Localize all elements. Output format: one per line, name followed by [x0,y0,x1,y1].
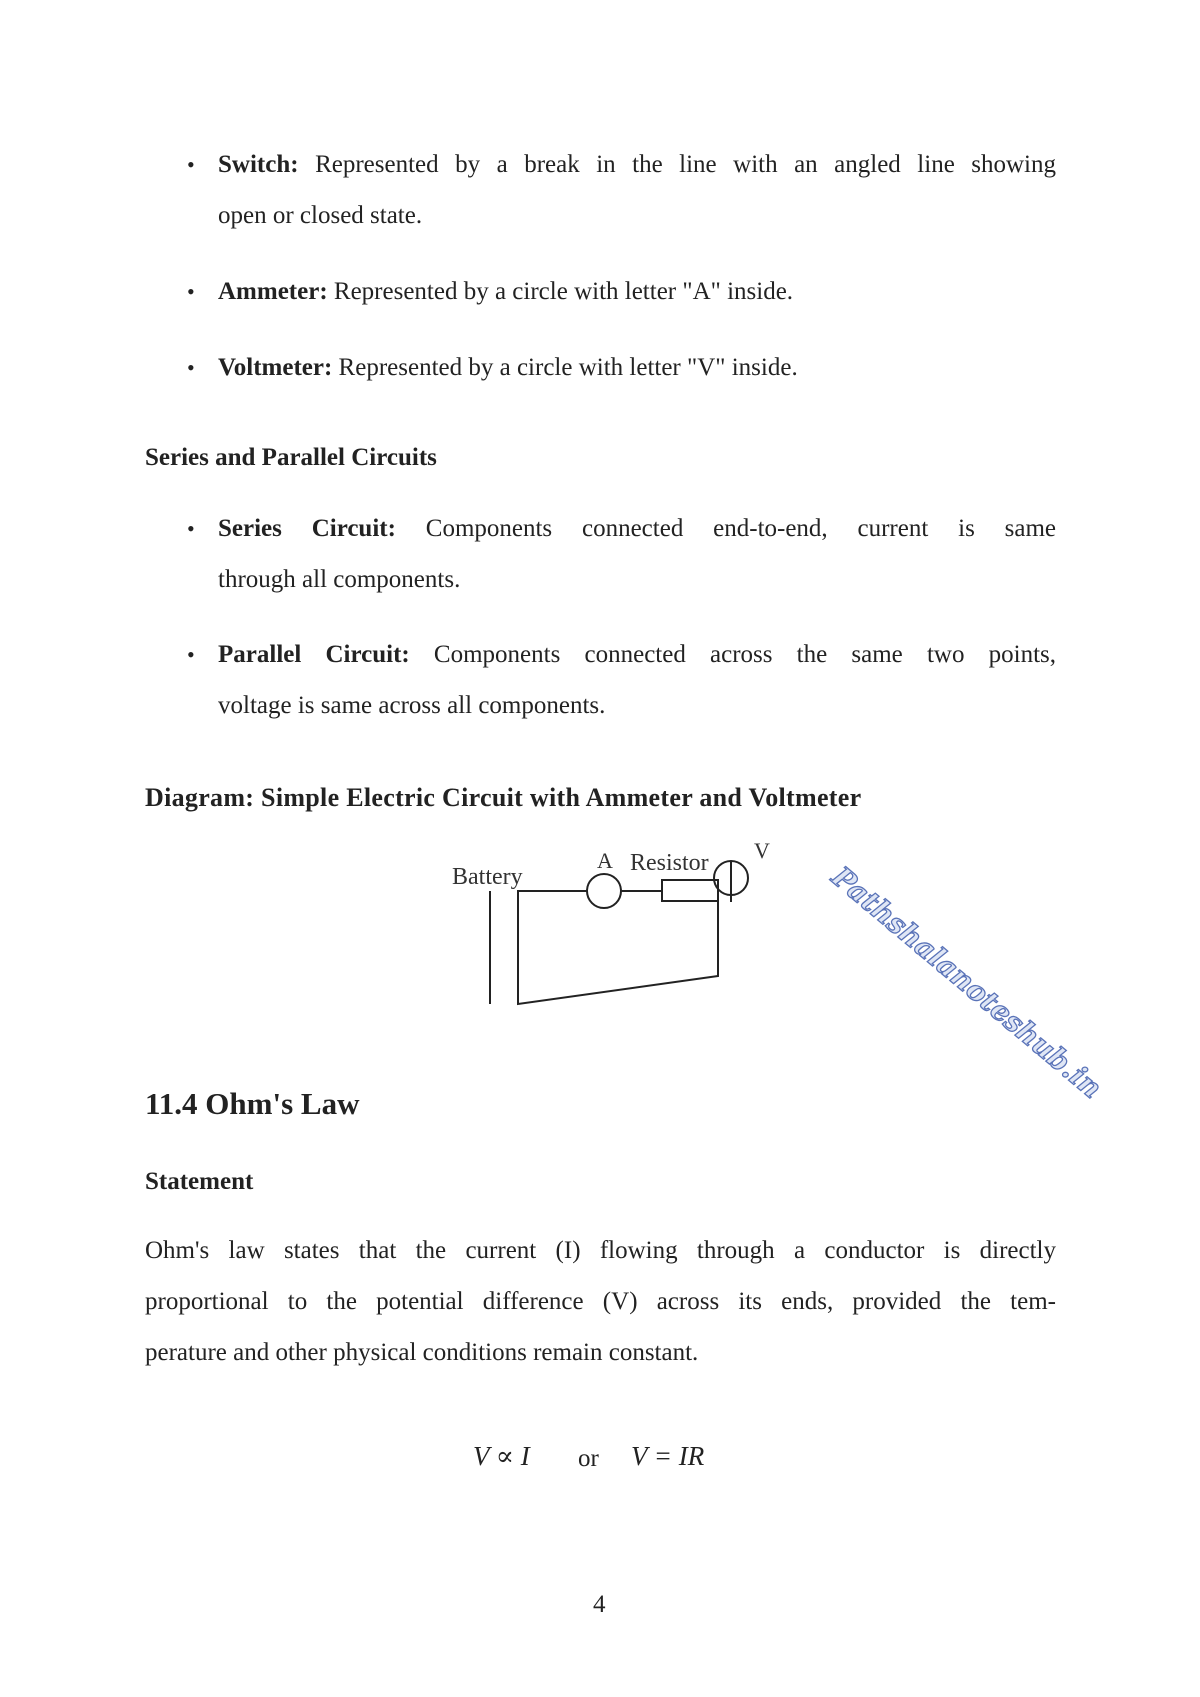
ammeter-label: A [597,848,613,873]
section-heading-series-parallel: Series and Parallel Circuits [145,444,437,471]
bullet: • [187,279,195,304]
term: Switch: [218,151,299,178]
bullet: • [187,152,195,177]
list-item-series-cont: through all components. [218,566,461,593]
equation-proportional: V ∝ I [473,1441,530,1471]
bullet: • [187,516,195,541]
ammeter-circle [587,874,621,908]
resistor-box [662,880,718,901]
watermark: Pathshalanoteshub.in [825,860,1109,1105]
circuit-wire [518,891,718,1004]
page-number: 4 [593,1591,606,1618]
bullet: • [187,642,195,667]
text: Represented by a circle with letter "V" inside. [338,354,798,381]
diagram-heading: Diagram: Simple Electric Circuit with Ammeter and Voltmeter [145,783,862,812]
resistor-label: Resistor [630,850,709,876]
equation-ohm: V = IR [631,1441,705,1471]
paragraph-line: Ohm's law states that the current (I) flowing through a conductor is directly [145,1237,1056,1264]
term: Parallel Circuit: [218,641,410,668]
text: Represented by a circle with letter "A" inside. [333,278,794,305]
text: Components connected end-to-end, current is same [425,515,1056,542]
term: Voltmeter: [218,354,333,381]
battery-label: Battery [452,864,523,890]
equation-or: or [578,1445,599,1472]
term: Series Circuit: [218,515,396,542]
bullet: • [187,355,195,380]
voltmeter-label: V [754,838,770,863]
list-item-switch-cont: open or closed state. [218,202,423,229]
paragraph-line: perature and other physical conditions remain constant. [145,1339,699,1366]
paragraph-line: proportional to the potential difference (V) across its ends, provided the tem- [145,1288,1056,1315]
text: Components connected across the same two points, [433,641,1057,668]
subheading-statement: Statement [145,1168,254,1195]
list-item-parallel-cont: voltage is same across all components. [218,692,606,719]
section-title: 11.4 Ohm's Law [145,1086,360,1121]
term: Ammeter: [218,278,328,305]
text: Represented by a break in the line with an angled line showing [315,151,1057,178]
